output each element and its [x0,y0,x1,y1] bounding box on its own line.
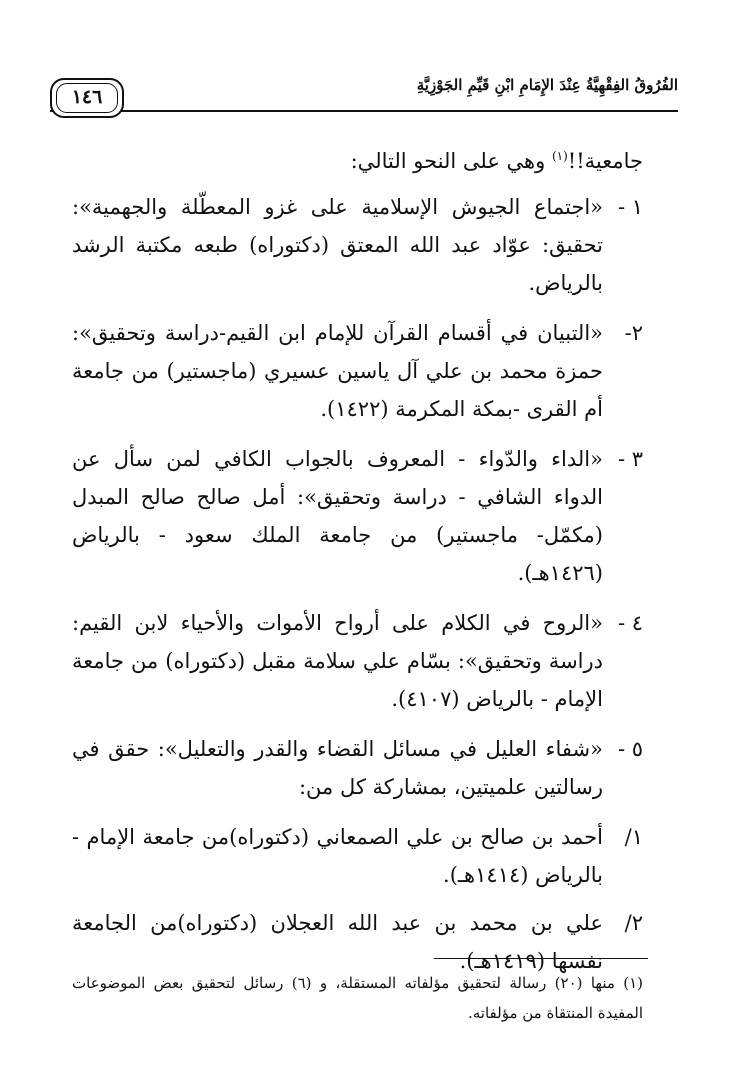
header-rule [50,110,678,112]
page-number-badge [50,78,124,118]
page-number: ١٤٦ [71,86,103,108]
sub-list-item-number: ١/ [624,825,643,849]
sub-list-item [72,818,643,894]
list-item-number: ٣ - [617,447,643,471]
page-header [50,70,678,120]
list-item-number: ١ - [617,195,643,219]
footnote: (١) منها (٢٠) رسالة لتحقيق مؤلفاته المستقلة، و (٦) رسائل لتحقيق بعض الموضوعات المفيدة المنتقاة من مؤلفاته. [72,974,644,1022]
intro-text-after: وهي على النحو التالي: [350,149,552,173]
list-item-number: ٤ - [617,611,643,635]
list-item [72,440,643,592]
list-item-number: ٥ - [617,737,643,761]
intro-paragraph [72,142,643,180]
list-item [72,730,643,806]
list-item-text: «الداء والدّواء - المعروف بالجواب الكافي لمن سأل عن الدواء الشافي - دراسة وتحقيق»: أمل صالح صالح المبدل (مكمّل- ماجستير) من جامعة الملك سعود - بالرياض (١٤٢٦هـ). [72,447,603,585]
sub-list-item-text: أحمد بن صالح بن علي الصمعاني (دكتوراه)من جامعة الإمام - بالرياض (١٤١٤هـ). [72,825,603,887]
list-item-text: «الروح في الكلام على أرواح الأموات والأحياء لابن القيم: دراسة وتحقيق»: بسّام علي سلامة مقبل (دكتوراه) من جامعة الإمام - بالرياض (٤١٠٧). [72,611,603,711]
running-title: الفُرُوقُ الفِقْهِيَّةُ عِنْدَ الإِمَامِ ابْنِ قَيِّمِ الجَوْزِيَّةِ [416,76,678,94]
footnote-marker: (١) [551,149,568,163]
sub-list-item-text: علي بن محمد بن عبد الله العجلان (دكتوراه)من الجامعة نفسها (١٤١٩هـ). [72,911,603,973]
page-body [72,142,643,990]
list-item-text: «اجتماع الجيوش الإسلامية على غزو المعطّلة والجهمية»: تحقيق: عوّاد عبد الله المعتق (دكتوراه) طبعه مكتبة الرشد بالرياض. [72,195,603,295]
intro-text: جامعية!! [567,149,643,173]
footnote-separator [434,958,648,959]
page-number-frame [56,83,118,113]
list-item [72,604,643,718]
sub-list-item-number: ٢/ [624,911,643,935]
list-item [72,314,643,428]
list-item [72,188,643,302]
list-item-text: «شفاء العليل في مسائل القضاء والقدر والتعليل»: حقق في رسالتين علميتين، بمشاركة كل من: [72,737,603,799]
list-item-number: ٢- [624,321,643,345]
list-item-text: «التبيان في أقسام القرآن للإمام ابن القيم-دراسة وتحقيق»: حمزة محمد بن علي آل ياسين عسيري (ماجستير) من جامعة أم القرى -بمكة المكرمة (١٤٢٢). [72,321,603,421]
